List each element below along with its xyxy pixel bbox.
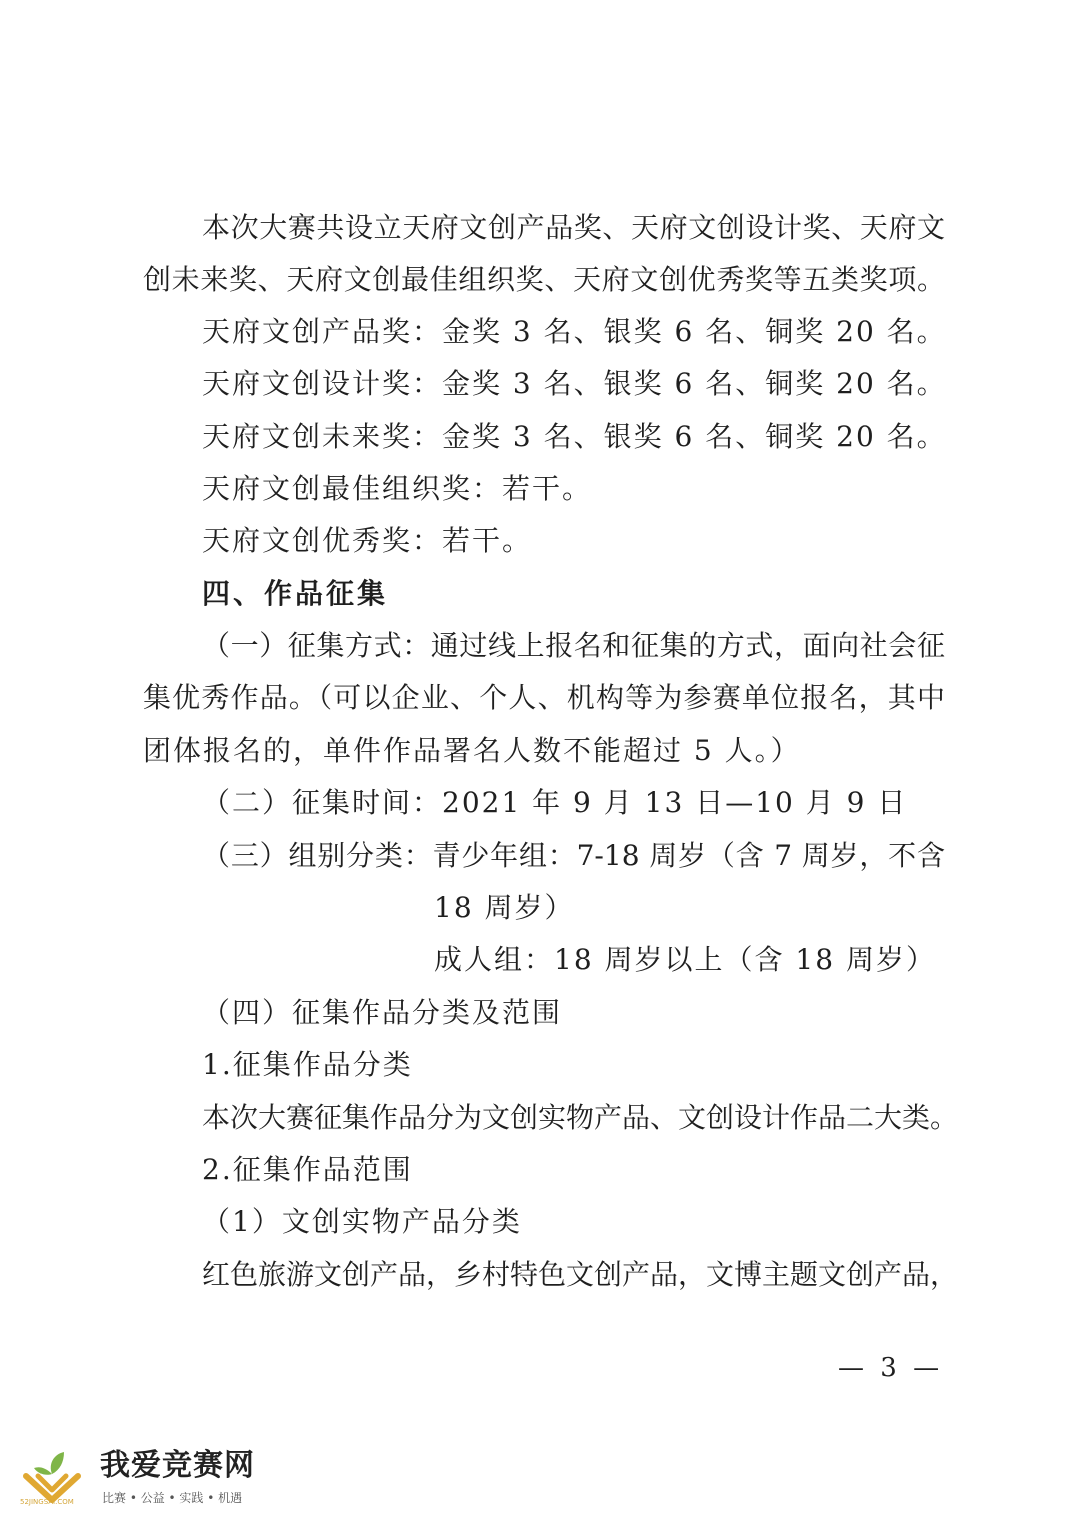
paragraph-line: 天府文创优秀奖：若干。 [202, 524, 533, 557]
paragraph-line: 天府文创产品奖：金奖 3 名、银奖 6 名、铜奖 20 名。 [202, 315, 947, 348]
paragraph-line: 1.征集作品分类 [202, 1048, 413, 1081]
paragraph-line: 天府文创最佳组织奖：若干。 [202, 472, 593, 505]
paragraph-line: （1）文创实物产品分类 [202, 1205, 522, 1238]
paragraph-line: 18 周岁） [434, 891, 575, 924]
paragraph-line: 本次大赛共设立天府文创产品奖、天府文创设计奖、天府文 [202, 211, 945, 244]
paragraph-line: 2.征集作品范围 [202, 1153, 413, 1186]
watermark-tagline: 比赛 • 公益 • 实践 • 机遇 [102, 1491, 243, 1505]
paragraph-line: 红色旅游文创产品，乡村特色文创产品，文博主题文创产品， [202, 1258, 959, 1291]
watermark-url: 52JINGSAI.COM [20, 1498, 74, 1506]
paragraph-line: （二）征集时间：2021 年 9 月 13 日—10 月 9 日 [202, 786, 908, 819]
paragraph-line: 成人组：18 周岁以上（含 18 周岁） [434, 943, 936, 976]
watermark-title: 我爱竞赛网 [100, 1448, 255, 1483]
paragraph-line: 集优秀作品。（可以企业、个人、机构等为参赛单位报名，其中 [143, 681, 945, 714]
paragraph-line: （四）征集作品分类及范围 [202, 996, 563, 1029]
page-number: — 3 — [838, 1353, 944, 1383]
paragraph-line: 天府文创未来奖：金奖 3 名、银奖 6 名、铜奖 20 名。 [202, 420, 947, 453]
paragraph-line: （三）组别分类：青少年组：7-18 周岁（含 7 周岁，不含 [202, 839, 945, 872]
paragraph-line: （一）征集方式：通过线上报名和征集的方式，面向社会征 [202, 629, 945, 662]
paragraph-line: 天府文创设计奖：金奖 3 名、银奖 6 名、铜奖 20 名。 [202, 367, 947, 400]
site-watermark [18, 1446, 258, 1516]
paragraph-line: 创未来奖、天府文创最佳组织奖、天府文创优秀奖等五类奖项。 [143, 263, 945, 296]
paragraph-line: 本次大赛征集作品分为文创实物产品、文创设计作品二大类。 [202, 1101, 959, 1134]
section-heading: 四、作品征集 [202, 577, 389, 610]
paragraph-line: 团体报名的，单件作品署名人数不能超过 5 人。） [143, 734, 801, 767]
